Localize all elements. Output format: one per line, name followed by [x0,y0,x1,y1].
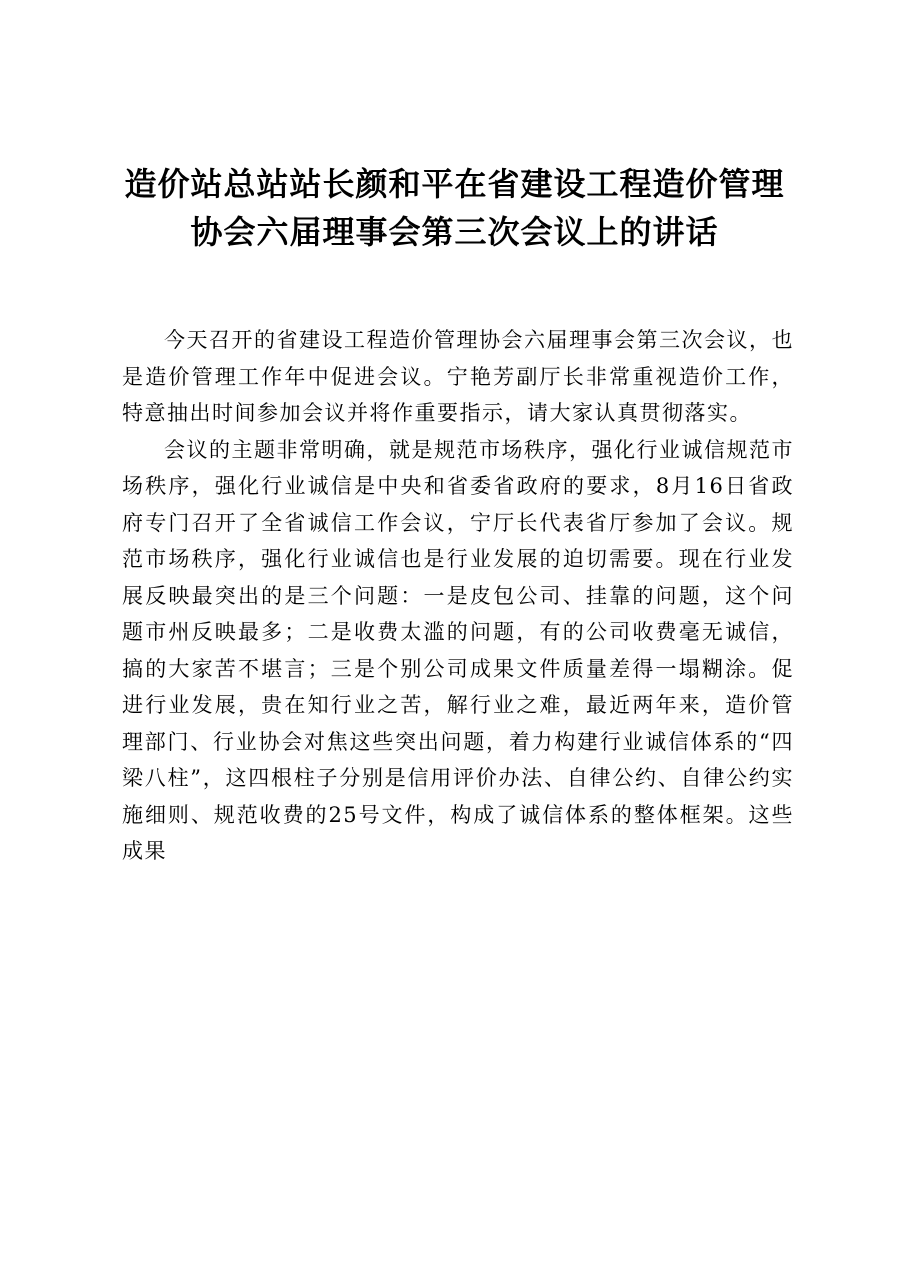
title-line-2: 协会六届理事会第三次会议上的讲话 [190,213,719,251]
paragraph-2: 会议的主题非常明确，就是规范市场秩序，强化行业诚信规范市场秩序，强化行业诚信是中央和省委省政府的要求，8月16日省政府专门召开了全省诚信工作会议，宁厅长代表省厅参加了会议。规范市场秩序，强化行业诚信也是行业发展的迫切需要。现在行业发展反映最突出的是三个问题：一是皮包公司、挂靠的问题，这个问题市州反映最多；二是收费太滥的问题，有的公司收费毫无诚信，搞的大家苦不堪言；三是个别公司成果文件质量差得一塌糊涂。促进行业发展，贵在知行业之苦，解行业之难，最近两年来，造价管理部门、行业协会对焦这些突出问题，着力构建行业诚信体系的“四梁八柱”，这四根柱子分别是信用评价办法、自律公约、自律公约实施细则、规范收费的25号文件，构成了诚信体系的整体框架。这些成果 [122,437,794,863]
paragraph-1: 今天召开的省建设工程造价管理协会六届理事会第三次会议，也是造价管理工作年中促进会议。宁艳芳副厅长非常重视造价工作，特意抽出时间参加会议并将作重要指示，请大家认真贯彻落实。 [122,328,794,425]
title-line-1: 造价站总站站长颜和平在省建设工程造价管理 [124,165,785,203]
document-title [100,160,809,256]
document-body [122,322,794,870]
